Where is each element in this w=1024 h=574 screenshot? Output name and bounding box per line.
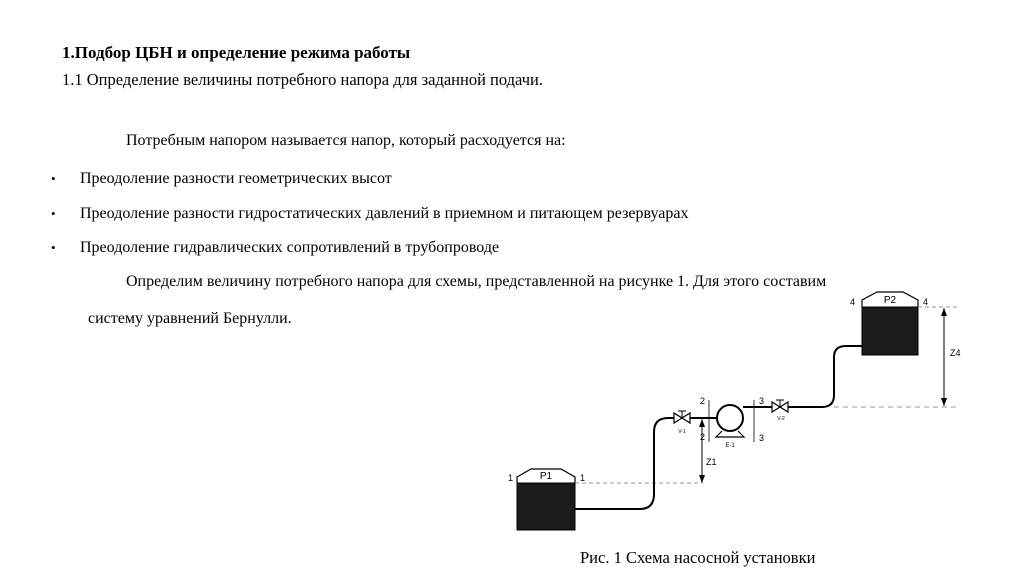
tank-p1-label: P1 (539, 471, 553, 482)
bullet-marker: • (51, 171, 56, 186)
bullet-item-3: Преодоление гидравлических сопротивлений в трубопроводе (80, 239, 500, 256)
section-1-left: 1 (508, 473, 514, 483)
tank-p2-label: P2 (883, 295, 897, 306)
tank-p1 (517, 469, 575, 530)
section-3-bottom: 3 (759, 433, 765, 443)
paragraph-line-2: систему уравнений Бернулли. (88, 310, 292, 327)
section-3-top: 3 (759, 396, 765, 406)
subsection-heading: 1.1 Определение величины потребного напора для заданной подачи. (62, 70, 543, 89)
section-heading: 1.Подбор ЦБН и определение режима работы (62, 43, 411, 62)
z4-label: Z4 (950, 348, 961, 358)
section-2-bottom: 2 (700, 432, 706, 442)
valve-v2 (772, 400, 788, 422)
figure-caption: Рис. 1 Схема насосной установки (580, 548, 816, 567)
bullet-item-1: Преодоление разности геометрических высот (80, 170, 392, 187)
section-4-left: 4 (850, 297, 856, 307)
paragraph-line-1: Определим величину потребного напора для схемы, представленной на рисунке 1. Для этого составим (126, 273, 827, 290)
pump-e1 (716, 405, 744, 449)
section-4-right: 4 (923, 297, 929, 307)
intro-text: Потребным напором называется напор, который расходуется на: (126, 132, 566, 149)
bullet-item-2: Преодоление разности гидростатических давлений в приемном и питающем резервуарах (80, 205, 689, 222)
tank-p2 (862, 292, 918, 355)
bullet-marker: • (51, 240, 56, 255)
valve-v1 (674, 411, 690, 435)
valve-v2-label: V-2 (777, 416, 785, 422)
valve-v1-label: V-1 (678, 429, 686, 435)
z1-label: Z1 (706, 457, 717, 467)
section-1-right: 1 (580, 473, 586, 483)
section-2-top: 2 (700, 396, 706, 406)
pump-e1-label: E-1 (725, 443, 735, 449)
bullet-marker: • (51, 206, 56, 221)
suction-pipe (575, 418, 719, 509)
